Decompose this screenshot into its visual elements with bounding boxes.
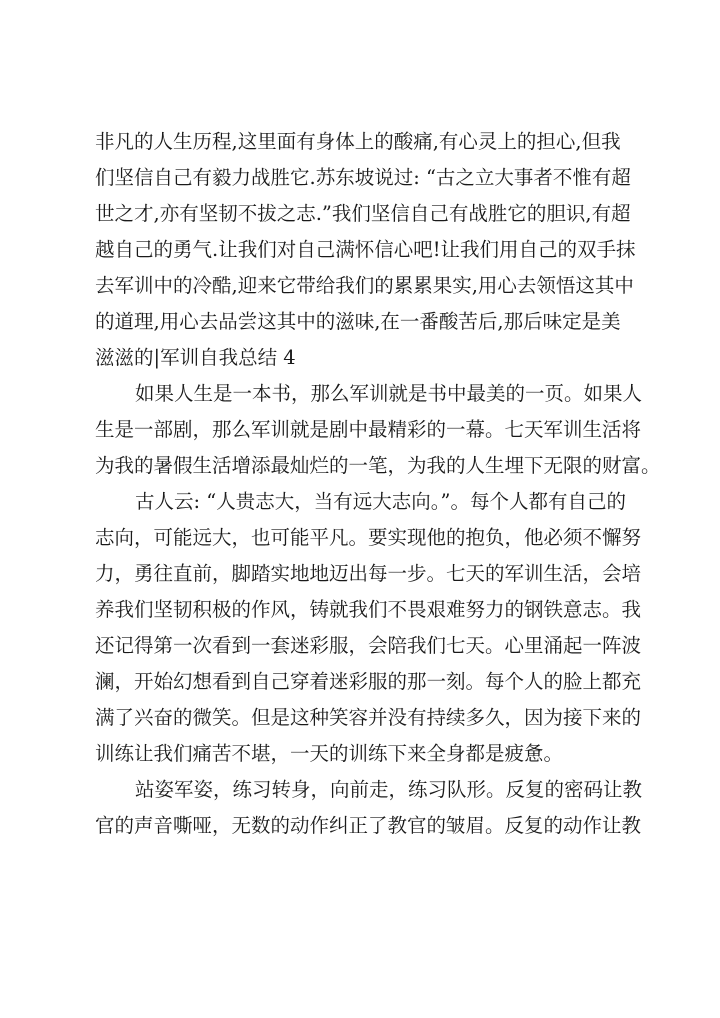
paragraph-start-line: 古人云: “人贵志大，当有远大志向。”。每个人都有自己的 [135, 490, 626, 513]
text-line: 非凡的人生历程,这里面有身体上的酸痛,有心灵上的担心,但我 [95, 130, 621, 153]
text-line: 越自己的勇气.让我们对自己满怀信心吧!让我们用自己的双手抹 [95, 238, 636, 261]
text-line: 生是一部剧，那么军训就是剧中最精彩的一幕。七天军训生活将 [95, 418, 642, 441]
paragraph-start-line: 如果人生是一本书，那么军训就是书中最美的一页。如果人 [135, 382, 643, 405]
text-line: 为我的暑假生活增添最灿烂的一笔，为我的人生埋下无限的财富。 [95, 454, 661, 477]
text-line: 训练让我们痛苦不堪，一天的训练下来全身都是疲惫。 [95, 742, 564, 765]
text-line: 们坚信自己有毅力战胜它.苏东坡说过: “古之立大事者不惟有超 [95, 166, 631, 189]
text-line: 去军训中的冷酷,迎来它带给我们的累累果实,用心去领悟这其中 [95, 274, 634, 297]
text-line: 澜，开始幻想看到自己穿着迷彩服的那一刻。每个人的脸上都充 [95, 670, 642, 693]
text-line: 满了兴奋的微笑。但是这种笑容并没有持续多久，因为接下来的 [95, 706, 642, 729]
text-line: 还记得第一次看到一套迷彩服，会陪我们七天。心里涌起一阵波 [95, 634, 642, 657]
text-line: 志向，可能远大，也可能平凡。要实现他的抱负，他必须不懈努 [95, 526, 642, 549]
section-heading-line: 滋滋的|军训自我总结 4 [95, 346, 296, 369]
text-line: 的道理,用心去品尝这其中的滋味,在一番酸苦后,那后味定是美 [95, 310, 621, 333]
text-line: 养我们坚韧积极的作风，铸就我们不畏艰难努力的钢铁意志。我 [95, 598, 642, 621]
text-line: 力，勇往直前，脚踏实地地迈出每一步。七天的军训生活，会培 [95, 562, 642, 585]
text-line: 官的声音嘶哑，无数的动作纠正了教官的皱眉。反复的动作让教 [95, 814, 642, 837]
text-line: 世之才,亦有坚韧不拔之志.”我们坚信自己有战胜它的胆识,有超 [95, 202, 631, 225]
paragraph-start-line: 站姿军姿，练习转身，向前走，练习队形。反复的密码让教 [135, 778, 643, 801]
body-text [95, 124, 661, 844]
